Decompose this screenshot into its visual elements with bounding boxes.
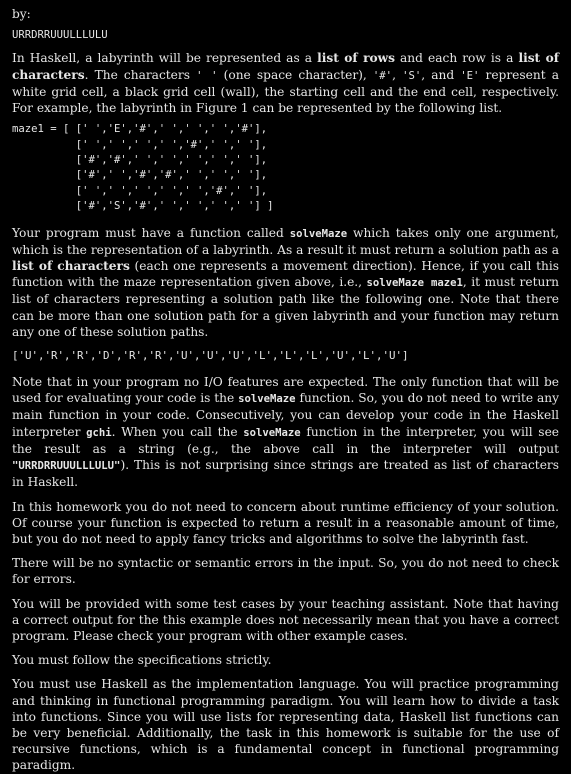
code-line: maze1 = [ [' ','E','#',' ',' ',' ','#'], [12, 123, 268, 136]
paragraph-no-errors: There will be no syntactic or semantic errors in the input. So, you do not need to check for errors. [12, 556, 559, 587]
code-line: [' ',' ',' ',' ','#',' ',' '], [12, 138, 268, 151]
paragraph-efficiency: In this homework you do not need to concern about runtime efficiency of your solution. Of course your function is expected to return a result in a reasonable amount of time, but you do not need to apply fancy tricks and algorithms to solve the labyrinth fast. [12, 499, 559, 546]
path-string: URRDRRUUULLLULU [12, 29, 108, 42]
paragraph-representation: In Haskell, a labyrinth will be represented as a list of rows and each row is a list of characters. The characters ' ' (one space character), '#', 'S', and 'E' represent a white grid cell, a black grid cell (wall), the starting cell and the end cell, respectively. For example, the labyrinth in Figure 1 can be represented by the following list. [12, 51, 559, 116]
code-line: ['#','#',' ',' ',' ',' ',' '], [12, 154, 268, 167]
solution-path-list: ['U','R','R','D','R','R','U','U','U','L','L','L','U','L','U'] [12, 349, 409, 363]
code-line: ['#',' ','#','#',' ',' ',' '], [12, 169, 268, 182]
paragraph-solvemaze: Your program must have a function called solveMaze which takes only one argument, which is the representation of a labyrinth. As a result it must return a solution path as a list of characters (each one represents a movement direction). Hence, if you call this function with the maze representation given above, i.e., solveMaze maze1, it must return list of characters representing a solution path like the following one. Note that there can be more than one solution path for a given labyrinth and your function may return any one of these solution paths. [12, 225, 560, 339]
paragraph-no-io: Note that in your program no I/O features are expected. The only function that will be used for evaluating your code is the solveMaze function. So, you do not need to write any main function in your code. Consecutively, you can develop your code in the Haskell interpreter gchi. When you call the solveMaze function in the interpreter, you will see the result as a string (e.g., the above call in the interpreter will output "URRDRRUUULLLULU"). This is not surprising since strings are treated as list of characters in Haskell. [12, 375, 560, 490]
paragraph-haskell: You must use Haskell as the implementation language. You will practice programming and thinking in functional programming paradigm. You will learn how to divide a task into functions. Since you will use lists for representing data, Haskell list functions can be very beneficial. Additionally, the task in this homework is suitable for the use of recursive functions, which is a fundamental concept in functional programming paradigm. [12, 677, 559, 773]
code-line: [' ',' ',' ',' ',' ','#',' '], [12, 184, 268, 197]
code-line: ['#','S','#',' ',' ',' ',' '] ] [12, 200, 274, 213]
by-line: by: [12, 7, 31, 21]
path-heading [12, 26, 559, 43]
maze-code-block [12, 122, 559, 214]
paragraph-specifications: You must follow the specifications strictly. [12, 653, 272, 668]
paragraph-test-cases: You will be provided with some test cases by your teaching assistant. Note that having a correct output for the this example does not necessarily mean that you have a correct program. Please check your program with other example cases. [12, 596, 559, 643]
